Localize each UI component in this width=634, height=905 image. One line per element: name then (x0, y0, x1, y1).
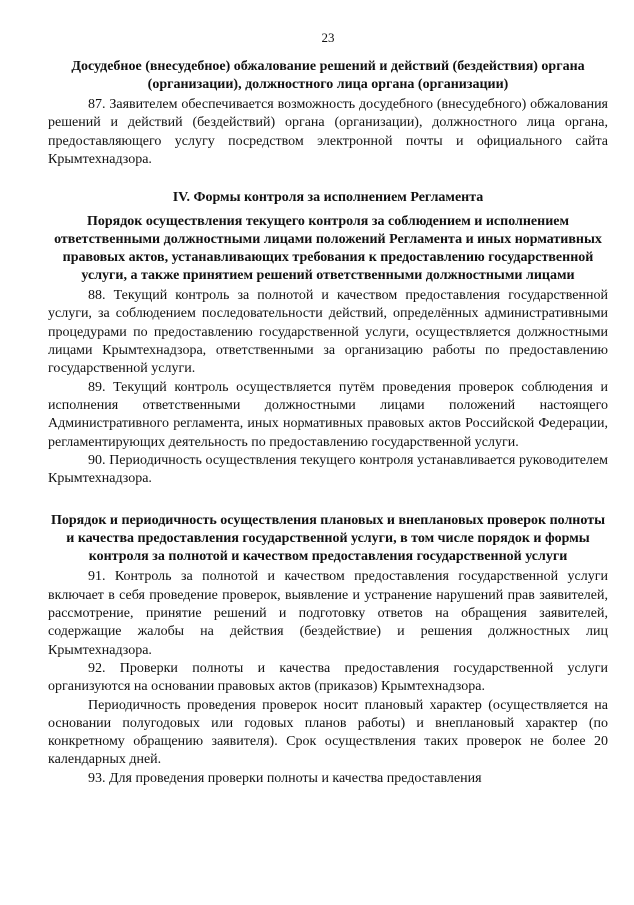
section-iv-title: IV. Формы контроля за исполнением Регламента (172, 190, 484, 206)
page-number: 23 (321, 30, 335, 45)
heading-current-control: Порядок осуществления текущего контроля за соблюдением и исполнением ответственными должностными лицами положений Регламента и иных нормативных правовых актов, устанавливающих требования к предоставлению государственной услуги, а также принятием решений ответственными должностными лицами (54, 214, 602, 284)
paragraph-periodicity: Периодичность проведения проверок носит плановый характер (осуществляется на основании полугодовых или годовых планов работы) и внеплановый характер (по конкретному обращению заявителя). Срок осуществления таких проверок не более 20 календарных дней. (48, 697, 608, 768)
paragraph-88: 88. Текущий контроль за полнотой и качеством предоставления государственной услуги, за соблюдением последовательности действий, определённых административными процедурами по предоставлению государственной услуги, осуществляется должностными лицами Крымтехнадзора, ответственными за организацию работы по предоставлению государственной услуги. (48, 288, 608, 377)
paragraph-90: 90. Периодичность осуществления текущего контроля устанавливается руководителем Крымтехнадзора. (48, 452, 608, 487)
paragraph-91: 91. Контроль за полнотой и качеством предоставления государственной услуги включает в себя проведение проверок, выявление и устранение нарушений прав заявителей, рассмотрение, принятие решений и подготовку ответов на обращения заявителей, содержащие жалобы на действия (бездействие) и решения должностных лиц Крымтехнадзора. (48, 569, 608, 658)
paragraph-93: 93. Для проведения проверки полноты и качества предоставления (88, 770, 482, 786)
heading-inspections: Порядок и периодичность осуществления плановых и внеплановых проверок полноты и качества предоставления государственной услуги, в том числе порядок и формы контроля за полнотой и качеством предоставления государственной услуги (51, 513, 605, 565)
paragraph-87: 87. Заявителем обеспечивается возможность досудебного (внесудебного) обжалования решений и действий (бездействий) органа (организации), должностного лица органа, предоставляющего услугу посредством электронной почты и официального сайта Крымтехнадзора. (48, 97, 608, 167)
heading-pretrial-appeal: Досудебное (внесудебное) обжалование решений и действий (бездействия) органа (организации), должностного лица органа (организации) (71, 59, 585, 92)
paragraph-89: 89. Текущий контроль осуществляется путём проведения проверок соблюдения и исполнения ответственными должностными лицами положений настоящего Административного регламента, иных нормативных правовых актов Российской Федерации, регламентирующих деятельность по предоставлению государственной услуги. (48, 379, 608, 450)
paragraph-92: 92. Проверки полноты и качества предоставления государственной услуги организуются на основании правовых актов (приказов) Крымтехнадзора. (48, 660, 608, 695)
